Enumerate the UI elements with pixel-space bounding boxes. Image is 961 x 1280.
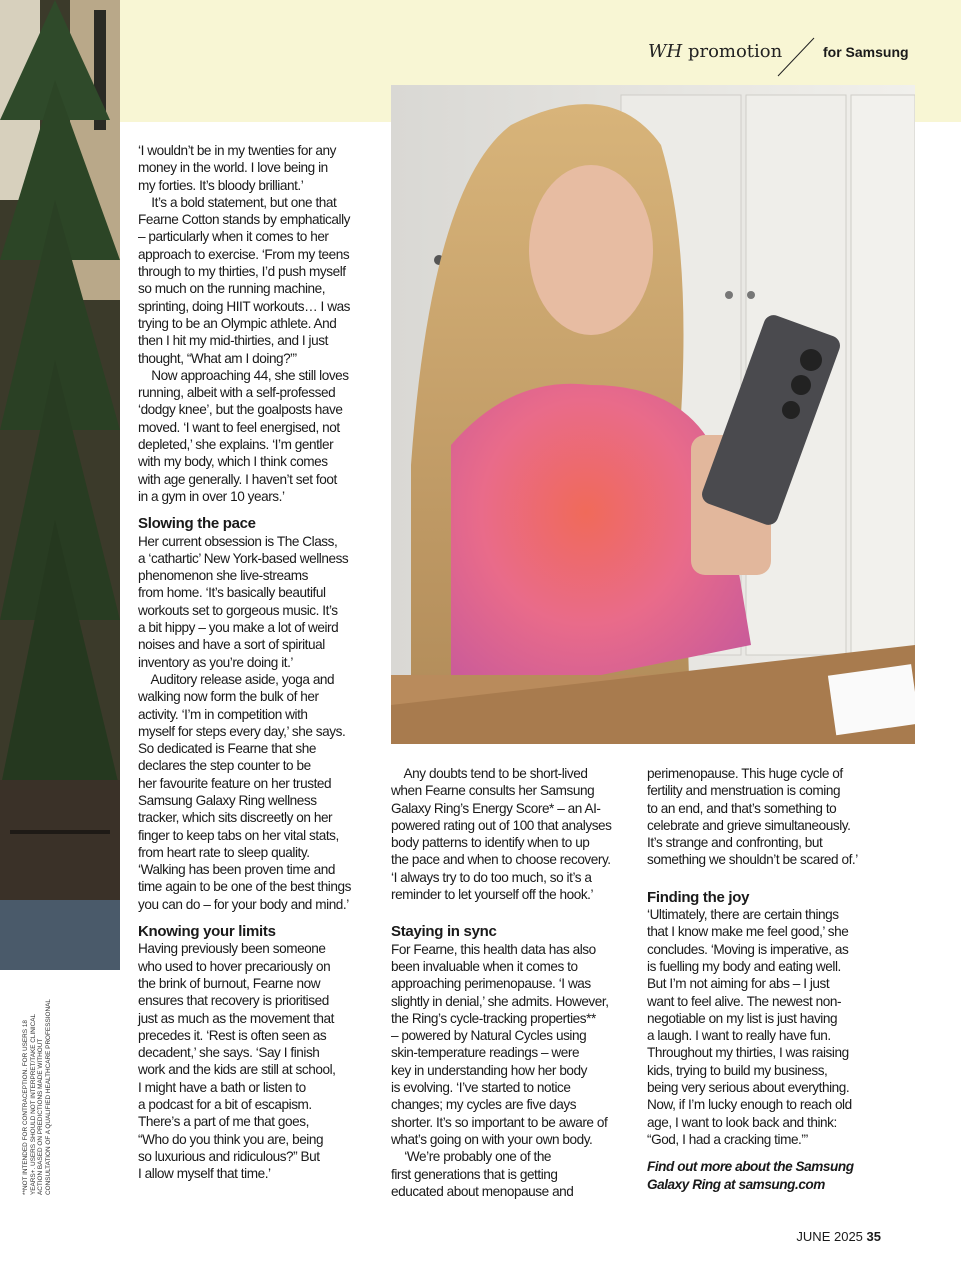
text-line: celebrate and grieve simultaneously. bbox=[647, 817, 851, 833]
text-line: so luxurious and ridiculous?” But bbox=[138, 1148, 320, 1164]
text-line: who used to hover precariously on bbox=[138, 958, 331, 974]
text-line: moved. ‘I want to feel energised, not bbox=[138, 419, 340, 435]
text-line: Galaxy Ring’s Energy Score* – an AI- bbox=[391, 800, 601, 816]
issue-date: JUNE 2025 bbox=[796, 1229, 863, 1244]
text-line: reminder to let yourself off the hook.’ bbox=[391, 887, 594, 903]
page-number: 35 bbox=[866, 1229, 881, 1244]
text-line: Fearne Cotton stands by emphatically bbox=[138, 212, 350, 228]
spacer bbox=[391, 903, 612, 913]
text-line: But I’m not aiming for abs – I just bbox=[647, 976, 830, 992]
text-line: Her current obsession is The Class, bbox=[138, 533, 338, 549]
disclaimer-line: **NOT INTENDED FOR CONTRACEPTION. FOR USERS 18 bbox=[22, 1020, 29, 1195]
text-line: shorter. It’s so important to be aware of bbox=[391, 1114, 608, 1130]
text-line: to an end, and that’s something to bbox=[647, 800, 837, 816]
text-line: phenomenon she live-streams bbox=[138, 568, 308, 584]
text-line: from home. ‘It’s basically beautiful bbox=[138, 585, 326, 601]
text-line: ‘dodgy knee’, but the goalposts have bbox=[138, 402, 343, 418]
hero-photo bbox=[391, 85, 915, 744]
text-line: “Who do you think you are, being bbox=[138, 1131, 324, 1147]
text-line: with my body, which I think comes bbox=[138, 454, 328, 470]
text-line: key in understanding how her body bbox=[391, 1062, 587, 1078]
text-line: ensures that recovery is prioritised bbox=[138, 993, 329, 1009]
disclaimer-line: CONSULTATION OF A QUALIFIED HEALTHCARE PROFESSIONAL bbox=[44, 999, 52, 1195]
text-line: So dedicated is Fearne that she bbox=[138, 741, 316, 757]
text-line: Galaxy Ring at samsung.com bbox=[647, 1176, 825, 1192]
text-line: thought, “What am I doing?”’ bbox=[138, 350, 297, 366]
sponsor-label: for Samsung bbox=[823, 44, 909, 60]
text-line: Throughout my thirties, I was raising bbox=[647, 1045, 849, 1061]
disclaimer-line: ACTION BASED ON PREDICTIONS MADE WITHOUT bbox=[37, 1038, 44, 1195]
text-line: Samsung Galaxy Ring wellness bbox=[138, 792, 317, 808]
text-line: with age generally. I haven’t set foot bbox=[138, 471, 337, 487]
text-line: myself for steps every day,’ she says. bbox=[138, 723, 346, 739]
text-line: For Fearne, this health data has also bbox=[391, 941, 596, 957]
text-line: you can do – for your body and mind.’ bbox=[138, 896, 349, 912]
promotion-label: promotion bbox=[687, 41, 783, 62]
text-line: negotiable on my list is just having bbox=[647, 1010, 838, 1026]
article-column-1 bbox=[138, 142, 351, 1183]
text-line: approaching perimenopause. ‘I was bbox=[391, 976, 591, 992]
paragraph bbox=[138, 940, 351, 1182]
text-line: I allow myself that time.’ bbox=[138, 1166, 271, 1182]
text-line: Find out more about the Samsung bbox=[647, 1159, 854, 1175]
text-line: powered rating out of 100 that analyses bbox=[391, 817, 612, 833]
paragraph bbox=[647, 765, 858, 869]
text-line: workouts set to gorgeous music. It’s bbox=[138, 602, 338, 618]
text-line: kids, trying to build my business, bbox=[647, 1062, 828, 1078]
text-line: concludes. ‘Moving is imperative, as bbox=[647, 941, 849, 957]
text-line: Now, if I’m lucky enough to reach old bbox=[647, 1097, 852, 1113]
text-line: Now approaching 44, she still loves bbox=[138, 367, 349, 383]
text-line: the Ring’s cycle-tracking properties** bbox=[391, 1010, 596, 1026]
disclaimer bbox=[22, 999, 52, 1195]
disclaimer-line: YEARS+. USERS SHOULD NOT INTERPRET/TAKE CLINICAL bbox=[29, 1013, 37, 1195]
text-line: want to feel alive. The newest non- bbox=[647, 993, 842, 1009]
text-line: work and the kids are still at school, bbox=[138, 1062, 336, 1078]
text-line: approach to exercise. ‘From my teens bbox=[138, 246, 350, 262]
text-line: – particularly when it comes to her bbox=[138, 229, 329, 245]
text-line: then I hit my mid-thirties, and I just bbox=[138, 333, 328, 349]
paragraph bbox=[647, 906, 858, 1148]
text-line: skin-temperature readings – were bbox=[391, 1045, 580, 1061]
text-line: declares the step counter to be bbox=[138, 758, 311, 774]
text-line: depleted,’ she explains. ‘I’m gentler bbox=[138, 437, 334, 453]
text-line: perimenopause. This huge cycle of bbox=[647, 766, 843, 781]
text-line: It’s strange and confronting, but bbox=[647, 835, 823, 851]
call-to-action bbox=[647, 1158, 858, 1193]
text-line: slightly in denial,’ she admits. However, bbox=[391, 993, 609, 1009]
text-line: “God, I had a cracking time.”’ bbox=[647, 1131, 809, 1147]
text-line: that I know make me feel good,’ she bbox=[647, 924, 849, 940]
text-line: There’s a part of me that goes, bbox=[138, 1114, 309, 1130]
section-heading: Staying in sync bbox=[391, 923, 497, 941]
text-line: in a gym in over 10 years.’ bbox=[138, 488, 285, 504]
paragraph bbox=[391, 765, 612, 903]
text-line: body patterns to identify when to up bbox=[391, 835, 590, 851]
text-line: ‘Walking has been proven time and bbox=[138, 862, 335, 878]
text-line: fertility and menstruation is coming bbox=[647, 783, 841, 799]
page-folio bbox=[796, 1229, 881, 1244]
text-line: changes; my cycles are five days bbox=[391, 1097, 577, 1113]
article-column-2 bbox=[391, 765, 612, 1200]
text-line: ‘I wouldn’t be in my twenties for any bbox=[138, 143, 336, 158]
text-line: a laugh. I want to really have fun. bbox=[647, 1028, 831, 1044]
text-line: Auditory release aside, yoga and bbox=[138, 671, 335, 687]
text-line: noises and have a sort of spiritual bbox=[138, 637, 325, 653]
text-line: tracker, which sits discreetly on her bbox=[138, 810, 333, 826]
text-line: through to my thirties, I’d push myself bbox=[138, 264, 346, 280]
text-line: my forties. It’s bloody brilliant.’ bbox=[138, 177, 304, 193]
section-heading: Slowing the pace bbox=[138, 515, 256, 533]
text-line: the brink of burnout, Fearne now bbox=[138, 975, 321, 991]
text-line: It’s a bold statement, but one that bbox=[138, 194, 337, 210]
text-line: a podcast for a bit of escapism. bbox=[138, 1097, 312, 1113]
text-line: time again to be one of the best things bbox=[138, 879, 351, 895]
text-line: walking now form the bulk of her bbox=[138, 689, 319, 705]
paragraph bbox=[138, 533, 351, 914]
text-line: first generations that is getting bbox=[391, 1166, 558, 1182]
paragraph bbox=[391, 941, 612, 1200]
wh-logo: WH bbox=[648, 41, 683, 62]
text-line: being very serious about everything. bbox=[647, 1080, 850, 1096]
text-line: is fuelling my body and eating well. bbox=[647, 958, 841, 974]
text-line: activity. ‘I’m in competition with bbox=[138, 706, 308, 722]
text-line: just as much as the movement that bbox=[138, 1010, 334, 1026]
text-line: ‘I always try to do too much, so it’s a bbox=[391, 869, 592, 885]
text-line: something we shouldn’t be scared of.’ bbox=[647, 852, 858, 868]
text-line: is evolving. ‘I’ve started to notice bbox=[391, 1080, 571, 1096]
text-line: her favourite feature on her trusted bbox=[138, 775, 332, 791]
spacer bbox=[647, 1148, 858, 1158]
section-heading: Finding the joy bbox=[647, 888, 750, 906]
text-line: ‘Ultimately, there are certain things bbox=[647, 907, 839, 923]
side-photo-tree bbox=[0, 0, 120, 970]
text-line: trying to be an Olympic athlete. And bbox=[138, 315, 337, 331]
text-line: Any doubts tend to be short-lived bbox=[391, 766, 588, 781]
text-line: precedes it. ‘Rest is often seen as bbox=[138, 1027, 327, 1043]
text-line: money in the world. I love being in bbox=[138, 160, 328, 176]
text-line: running, albeit with a self-professed bbox=[138, 385, 336, 401]
text-line: when Fearne consults her Samsung bbox=[391, 783, 595, 799]
text-line: I might have a bath or listen to bbox=[138, 1079, 306, 1095]
divider-slash bbox=[776, 37, 816, 77]
text-line: Having previously been someone bbox=[138, 941, 326, 957]
text-line: been invaluable when it comes to bbox=[391, 958, 578, 974]
text-line: inventory as you’re doing it.’ bbox=[138, 654, 294, 670]
text-line: finger to keep tabs on her vital stats, bbox=[138, 827, 339, 843]
paragraph bbox=[138, 142, 351, 505]
text-line: a ‘cathartic’ New York-based wellness bbox=[138, 550, 349, 566]
text-line: sprinting, doing HIIT workouts… I was bbox=[138, 298, 351, 314]
text-line: so much on the running machine, bbox=[138, 281, 326, 297]
text-line: the pace and when to choose recovery. bbox=[391, 852, 611, 868]
article-column-3 bbox=[647, 765, 858, 1193]
text-line: a bit hippy – you make a lot of weird bbox=[138, 620, 339, 636]
text-line: age, I want to look back and think: bbox=[647, 1114, 837, 1130]
section-heading: Knowing your limits bbox=[138, 923, 276, 941]
text-line: from heart rate to sleep quality. bbox=[138, 844, 310, 860]
text-line: educated about menopause and bbox=[391, 1183, 574, 1199]
text-line: decadent,’ she says. ‘Say I finish bbox=[138, 1045, 320, 1061]
spacer bbox=[647, 869, 858, 879]
text-line: what’s going on with your own body. bbox=[391, 1131, 593, 1147]
text-line: ‘We’re probably one of the bbox=[391, 1149, 552, 1165]
text-line: – powered by Natural Cycles using bbox=[391, 1028, 587, 1044]
